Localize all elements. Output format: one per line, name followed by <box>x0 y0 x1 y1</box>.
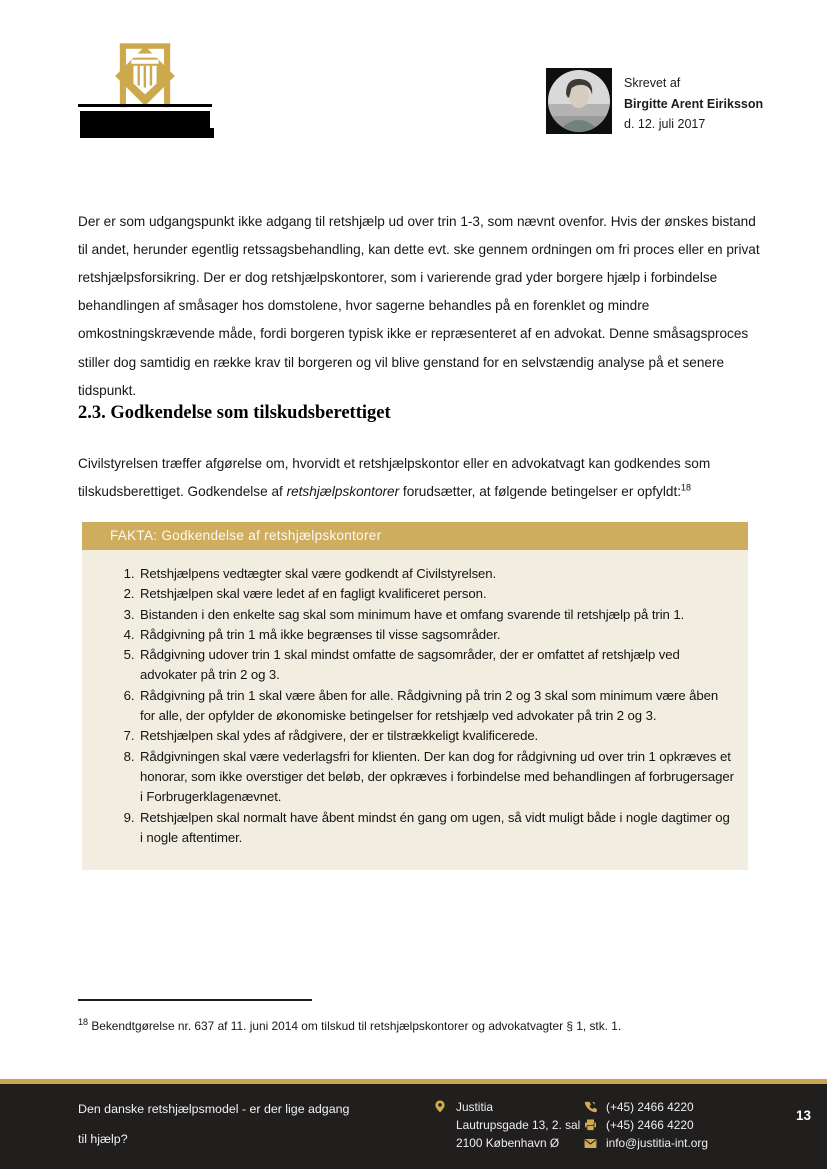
factbox-item: 6. Rådgivning på trin 1 skal være åben for alle. Rådgivning på trin 2 og 3 skal som minimum være åben for alle, der opfylder de økonomiske betingelser for retshjælp ved advokater på trin 2 og 3. <box>138 686 736 727</box>
italic-term: retshjælpskontorer <box>286 484 400 500</box>
section-paragraph <box>78 450 768 507</box>
factbox <box>82 522 748 870</box>
footnote-ref: 18 <box>681 482 692 493</box>
footnote-text: Bekendtgørelse nr. 637 af 11. juni 2014 om tilskud til retshjælpskontorer og advokatvagter § 1, stk. 1. <box>88 1018 622 1033</box>
factbox-item: 5. Rådgivning udover trin 1 skal mindst omfatte de sagsområder, der er omfattet af retshjælp ved advokater på trin 2 og 3. <box>138 645 736 686</box>
location-pin-icon <box>434 1100 446 1113</box>
email-icon <box>584 1138 597 1149</box>
footer-email: info@justitia-int.org <box>606 1136 708 1150</box>
section-paragraph-text-2: forudsætter, at følgende betingelser er opfyldt: <box>399 484 681 500</box>
author-photo <box>546 68 612 134</box>
footer-title-line1: Den danske retshjælpsmodel - er der lige adgang <box>78 1102 350 1116</box>
factbox-item: 8. Rådgivningen skal være vederlagsfri for klienten. Der kan dog for rådgivning ud over trin 1 opkræves et honorar, som ikke overstiger det beløb, der opkræves i forbindelse med behandlingen af forbrugersager i Forbrugerklagenævnet. <box>138 747 736 808</box>
section-heading: 2.3. Godkendelse som tilskudsberettiget <box>78 403 391 423</box>
factbox-item: 7. Retshjælpen skal ydes af rådgivere, der er tilstrækkeligt kvalificerede. <box>138 726 736 746</box>
author-card <box>546 68 763 135</box>
footer-phone: (+45) 2466 4220 <box>606 1100 694 1114</box>
footer-address <box>434 1098 580 1152</box>
phone-icon <box>584 1101 597 1113</box>
factbox-item: 9. Retshjælpen skal normalt have åbent mindst én gang om ugen, så vidt muligt både i nogle dagtimer og i nogle aftentimer. <box>138 808 736 849</box>
footer-email-row[interactable] <box>584 1134 708 1152</box>
author-label: Skrevet af <box>624 76 681 90</box>
footer-title <box>78 1094 388 1154</box>
intro-paragraph: Der er som udgangspunkt ikke adgang til retshjælp ud over trin 1-3, som nævnt ovenfor. Hvis der ønskes bistand til andet, herunder egentlig retssagsbehandling, kan dette evt. ske gennem ordningen om fri proces eller en privat retshjælpsforsikring. Der er dog retshjælpskontorer, som i varierende grad yder borgere hjælp i forbindelse behandlingen af småsager hos domstolene, hvor sagerne behandles på en forenklet og mindre omkostningskrævende måde, fordi borgeren typisk ikke er repræsenteret af en advokat. Denne småsagsproces stiller dog samtidig en række krav til borgeren og vil blive genstand for en selvstændig analyse på et senere tidspunkt. <box>78 213 760 398</box>
footer-phone-row <box>584 1098 708 1116</box>
fax-icon <box>584 1119 597 1131</box>
footer-fax-row <box>584 1116 708 1134</box>
author-name: Birgitte Arent Eiriksson <box>624 96 764 111</box>
logo-divider <box>78 104 212 107</box>
factbox-item: 1. Retshjælpens vedtægter skal være godkendt af Civilstyrelsen. <box>138 564 736 584</box>
footnote <box>78 1018 770 1034</box>
factbox-body <box>82 550 748 870</box>
footer-fax: (+45) 2466 4220 <box>606 1118 694 1132</box>
footnote-rule <box>78 999 312 1001</box>
author-date: d. 12. juli 2017 <box>624 117 706 131</box>
footer-address-street: Lautrupsgade 13, 2. sal <box>456 1118 581 1132</box>
pillar-emblem-icon <box>110 42 180 110</box>
footer-address-city: 2100 København Ø <box>456 1136 560 1150</box>
logo-wordmark <box>80 111 210 138</box>
factbox-item: 3. Bistanden i den enkelte sag skal som minimum have et omfang svarende til retshjælp på trin 1. <box>138 605 736 625</box>
factbox-list <box>98 564 736 848</box>
factbox-item: 4. Rådgivning på trin 1 må ikke begrænses til visse sagsområder. <box>138 625 736 645</box>
footer-title-line2: til hjælp? <box>78 1132 128 1146</box>
footer-contacts <box>584 1098 708 1152</box>
page-number: 13 <box>795 1108 811 1123</box>
page-footer <box>0 1079 827 1169</box>
factbox-title: FAKTA: Godkendelse af retshjælpskontorer <box>82 522 748 550</box>
factbox-item: 2. Retshjælpen skal være ledet af en fagligt kvalificeret person. <box>138 584 736 604</box>
footnote-marker: 18 <box>78 1016 89 1027</box>
footer-address-name: Justitia <box>456 1100 494 1114</box>
section-paragraph-text: Civilstyrelsen træffer afgørelse om, hvorvidt et retshjælpskontor eller en advokatvagt kan godkendes som tilskudsberettiget. Godkendelse af <box>78 455 711 500</box>
justitia-logo <box>78 40 212 140</box>
